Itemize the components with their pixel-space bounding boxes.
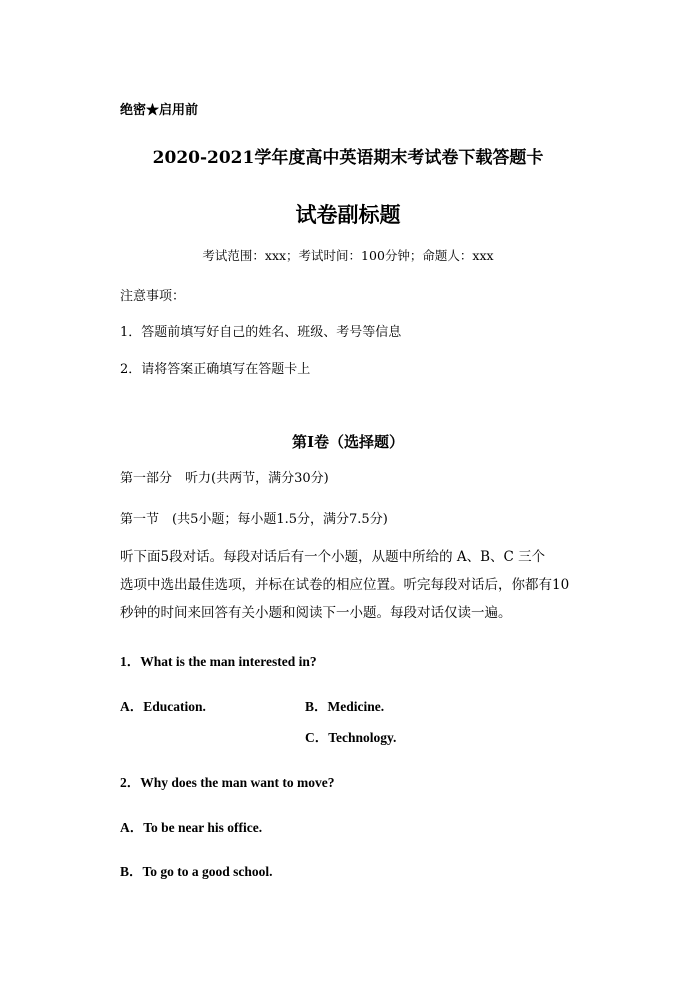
instructions-line: 秒钟的时间来回答有关小题和阅读下一小题。每段对话仅读一遍。 <box>120 605 512 621</box>
question-stem: 2．Why does the man want to move? <box>120 775 335 790</box>
volume-heading: 第I卷（选择题） <box>291 433 405 451</box>
question-stem: 1．What is the man interested in? <box>120 654 317 669</box>
part-heading: 第一部分 听力(共两节，满分30分) <box>120 471 329 486</box>
question-option: A．Education. <box>120 699 206 714</box>
notes-item: 2．请将答案正确填写在答题卡上 <box>120 362 311 377</box>
question-option: B．To go to a good school. <box>120 864 273 879</box>
question-option: A．To be near his office. <box>120 820 263 835</box>
section-heading: 第一节 (共5小题；每小题1.5分，满分7.5分) <box>120 512 388 527</box>
notes-item: 1．答题前填写好自己的姓名、班级、考号等信息 <box>120 325 402 340</box>
secret-label: 绝密★启用前 <box>120 103 199 118</box>
question-option: B．Medicine. <box>305 699 385 714</box>
instructions-paragraph <box>120 543 585 627</box>
exam-info: 考试范围：xxx；考试时间：100分钟；命题人：xxx <box>202 248 494 263</box>
notes-heading: 注意事项： <box>120 289 186 304</box>
exam-subtitle: 试卷副标题 <box>295 202 401 227</box>
exam-title: 2020-2021学年度高中英语期末考试卷下载答题卡 <box>152 148 544 168</box>
question-option: C．Technology. <box>305 730 397 745</box>
instructions-line: 听下面5段对话。每段对话后有一个小题，从题中所给的 A、B、C 三个 <box>120 549 546 565</box>
instructions-line: 选项中选出最佳选项，并标在试卷的相应位置。听完每段对话后，你都有10 <box>120 577 570 593</box>
